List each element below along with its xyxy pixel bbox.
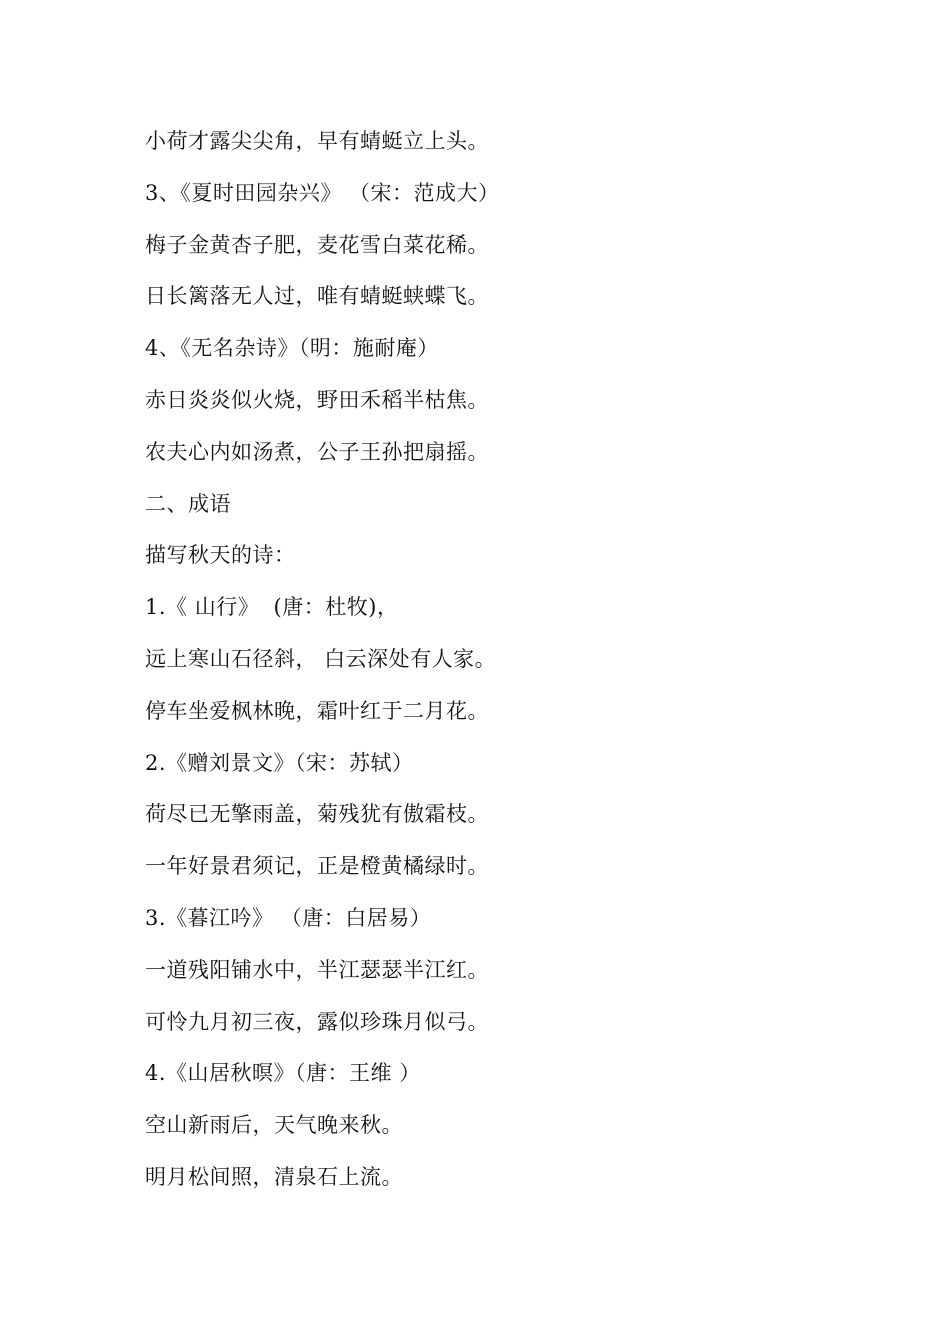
poem-line: 赤日炎炎似火烧，野田禾稻半枯焦。 [145, 387, 489, 412]
text-body [145, 122, 845, 1210]
poem-heading: 4.《山居秋暝》（唐：王维 ） [145, 1061, 421, 1086]
poem-line: 小荷才露尖尖角，早有蜻蜓立上头。 [145, 129, 489, 153]
poem-heading: 4、《无名杂诗》（明：施耐庵） [145, 336, 439, 361]
poem-line: 可怜九月初三夜，露似珍珠月似弓。 [145, 1009, 489, 1034]
section-heading: 二、成语 [145, 491, 231, 516]
poem-line: 一道残阳铺水中，半江瑟瑟半江红。 [145, 957, 489, 982]
poem-line: 一年好景君须记，正是橙黄橘绿时。 [145, 854, 489, 879]
poem-line: 日长篱落无人过，唯有蜻蜓蛱蝶飞。 [145, 284, 489, 309]
poem-line: 明月松间照，清泉石上流。 [145, 1164, 403, 1189]
poem-line: 远上寒山石径斜， 白云深处有人家。 [145, 646, 497, 671]
poem-heading: 3、《夏时田园杂兴》 （宋：范成大） [145, 180, 500, 205]
poem-heading: 2.《赠刘景文》（宋：苏轼） [145, 750, 414, 775]
poem-line: 梅子金黄杏子肥，麦花雪白菜花稀。 [145, 232, 489, 257]
poem-line: 停车坐爱枫林晚，霜叶红于二月花。 [145, 698, 489, 723]
subsection-heading: 描写秋天的诗： [145, 543, 296, 568]
poem-line: 空山新雨后，天气晚来秋。 [145, 1113, 403, 1138]
poem-line: 农夫心内如汤煮，公子王孙把扇摇。 [145, 439, 489, 464]
poem-heading: 3.《暮江吟》 （唐：白居易） [145, 905, 432, 930]
poem-line: 荷尽已无擎雨盖，菊残犹有傲霜枝。 [145, 802, 489, 827]
poem-heading: 1.《 山行》 (唐：杜牧)， [145, 595, 399, 620]
